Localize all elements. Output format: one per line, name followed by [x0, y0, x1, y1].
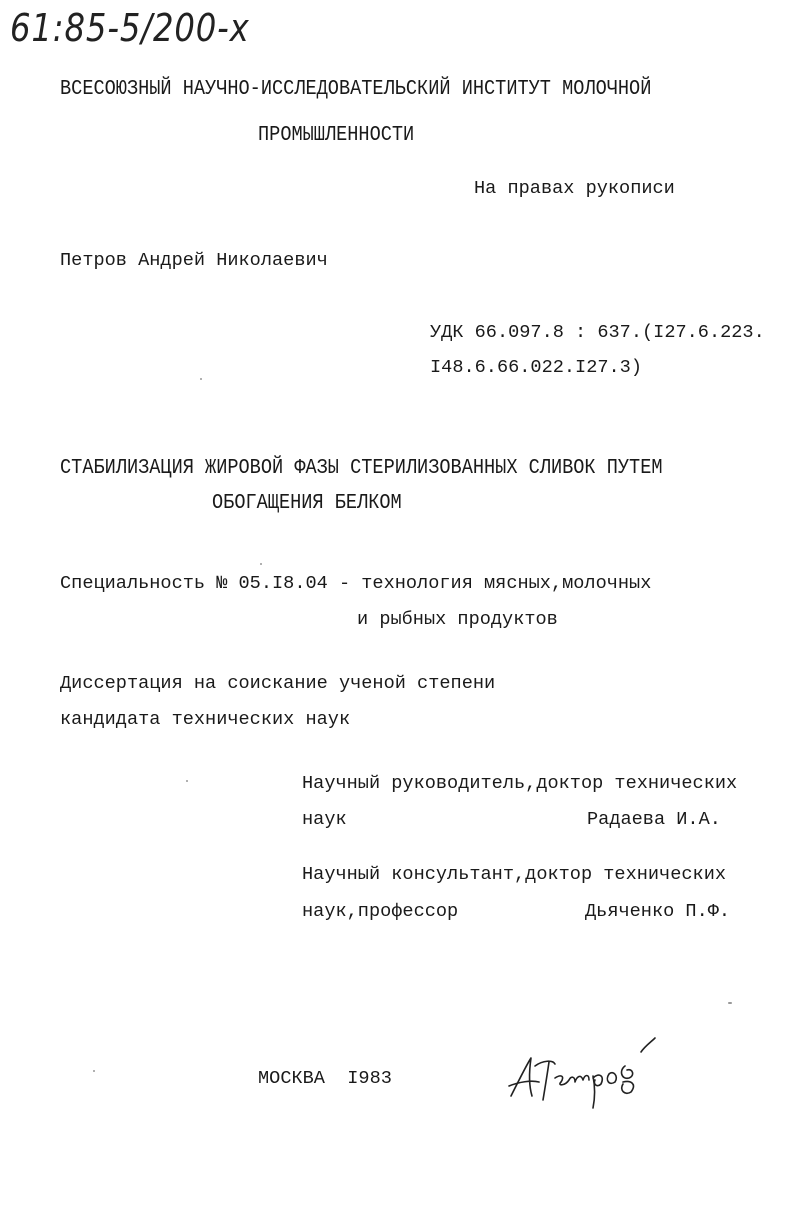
supervisor-title: Научный руководитель,доктор технических: [302, 773, 738, 794]
udc-line-2: I48.6.66.022.I27.3): [430, 357, 643, 378]
degree-line-2: кандидата технических наук: [60, 709, 351, 730]
scan-speck: [200, 378, 202, 380]
udc-line-1: УДК 66.097.8 : 637.(I27.6.223.: [430, 322, 765, 343]
supervisor-title-cont: наук: [302, 809, 347, 830]
scan-speck: [93, 1070, 95, 1072]
specialty-line-1: Специальность № 05.I8.04 - технология мясных,молочных: [60, 573, 652, 594]
thesis-title-line-1: СТАБИЛИЗАЦИЯ ЖИРОВОЙ ФАЗЫ СТЕРИЛИЗОВАННЫХ СЛИВОК ПУТЕМ: [60, 456, 663, 480]
institute-line-2: ПРОМЫШЛЕННОСТИ: [258, 123, 415, 147]
scan-speck: [728, 1002, 732, 1004]
place-year: МОСКВА I983: [258, 1068, 392, 1089]
specialty-line-2: и рыбных продуктов: [357, 609, 558, 630]
institute-line-1: ВСЕСОЮЗНЫЙ НАУЧНО-ИССЛЕДОВАТЕЛЬСКИЙ ИНСТИТУТ МОЛОЧНОЙ: [60, 77, 652, 101]
consultant-name: Дьяченко П.Ф.: [585, 901, 731, 922]
scan-speck: [186, 780, 188, 782]
consultant-title: Научный консультант,доктор технических: [302, 864, 727, 885]
manuscript-rights: На правах рукописи: [474, 178, 675, 199]
scan-speck: [260, 563, 262, 565]
degree-line-1: Диссертация на соискание ученой степени: [60, 673, 496, 694]
author-name: Петров Андрей Николаевич: [60, 250, 328, 271]
supervisor-name: Радаева И.А.: [587, 809, 721, 830]
author-signature: [505, 1030, 665, 1110]
archive-code-handwritten: 61:85-5/200-х: [10, 6, 250, 50]
thesis-title-line-2: ОБОГАЩЕНИЯ БЕЛКОМ: [212, 491, 402, 515]
consultant-title-cont: наук,профессор: [302, 901, 459, 922]
